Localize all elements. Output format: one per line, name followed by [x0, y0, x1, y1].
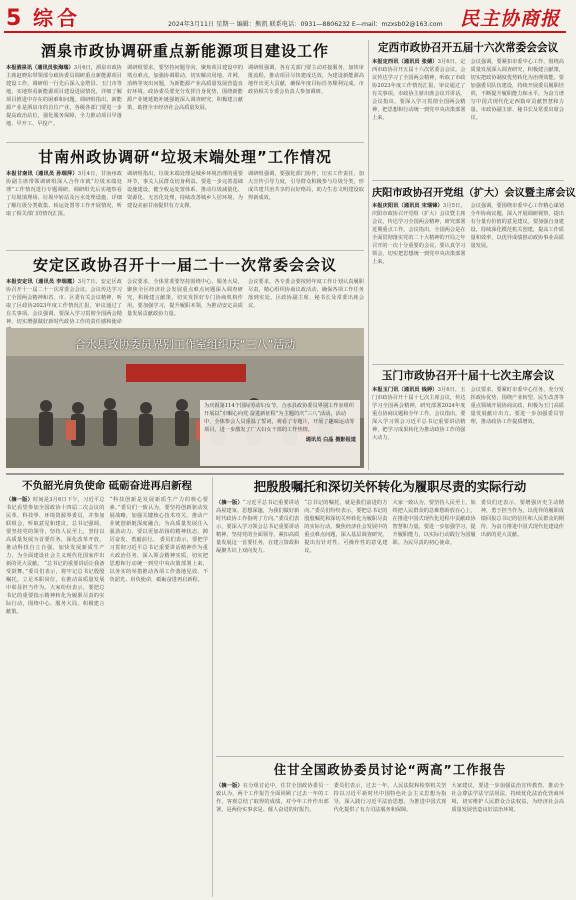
article-text: 3月6日，定西市政协召开五届十六次常委会会议。会议传达学习了全国两会精神，听取了市政协2023年度工作情况汇报，审议通过了有关事项。市政协主席出席会议并讲话。会议指出，要深入学习贯彻全国两会精神，把思想和行动统一到党中央决策部署上来。: [372, 59, 466, 121]
article-headline: 定西市政协召开五届十六次常委会会议: [377, 42, 559, 54]
article-text: 在分组讨论中，住甘全国政协委员一致认为，两个工作报告全面回顾了过去一年的工作，客观总结了取得的成绩，对今年工作作出部署，是两份实事求是、催人奋进的好报告。: [216, 783, 329, 813]
masthead: [0, 0, 570, 34]
article-text: “习近平总书记重要讲话高屋建瓴、思想深邃，为我们做好新时代政协工作指明了方向。”委员们表示，要深入学习领会总书记重要讲话精神，坚持党的全面领导，紧扣高质量发展这一首要任务，在建言资政和凝聚共识上双向发力。: [216, 500, 300, 554]
section-name: 综合: [32, 6, 81, 30]
article-body: [6, 496, 208, 616]
article-yumen: [372, 368, 564, 470]
article-text: “总书记的重要讲话让我备受鼓舞。”委员们表示，将牢记总书记殷殷嘱托，立足本职岗位，在推动高质量发展中彰显担当作为。大家纷纷表示，要把总书记的重要指示精神转化为履职尽责的实际行动，围绕中心、服务大局，积极建言献策。: [6, 561, 105, 615]
article-headline: 玉门市政协召开十届十七次主席会议: [381, 369, 555, 382]
article-body: [372, 58, 564, 122]
article-text: “科技创新是发展新质生产力的核心要素。”委员们一致认为，要坚持创新驱动发展战略，加强关键核心技术攻关，推动产业链创新链深度融合，为高质量发展注入强劲动力。要以更加昂扬的精神状态，踔厉奋发、勇毅前行。: [109, 497, 208, 543]
article-qingyang: [372, 184, 576, 362]
article-text: “总书记的嘱托，就是我们前进的方向。”委员们纷纷表示，要把总书记的殷殷嘱托和深切关怀转化为履职尽责的实际行动，聚焦经济社会发展中的重点难点问题，深入基层调查研究，提出有针对性、可操作性的意见建议。: [304, 500, 388, 554]
article-headline: 把殷殷嘱托和深切关怀转化为履职尽责的实际行动: [253, 479, 527, 494]
article-lead: 本报甘南讯（通讯员 孙瑞萍）: [6, 171, 78, 177]
article-lead: （摘一版）: [6, 497, 33, 503]
article-text: 调研组指出，垃圾末端处理是城乡环境治理的重要环节，事关人民群众切身利益。要进一步完善基础设施建设，健全收运处置体系，推动垃圾减量化、资源化、无害化处理，持续改善城乡人居环境，为建设美丽甘南提供有力支撑。: [127, 171, 243, 209]
article-text: 调研组强调，各有关部门要主动对接服务，加快审批流程，推动项目尽快建成达效，为建设新能源高地作出更大贡献，确保年度目标任务顺利完成。市政协相关专委会负责人参加调研。: [248, 65, 364, 95]
article-headline: 庆阳市政协召开党组（扩大）会议暨主席会议: [372, 188, 576, 199]
article-headline: 安定区政协召开十一届二十一次常委会会议: [32, 256, 337, 274]
article-text: 会议强调，要围绕市委中心工作精心谋划全年协商议题，深入开展调研视察，提出有分量有价值的意见建议。要加强自身建设，持续深化模范机关创建，提高工作质量和效率，以优异成绩推动政协事业高质量发展。: [470, 203, 564, 249]
article-body: [6, 64, 364, 128]
article-text: 3月6日，玉门市政协召开十届十七次主席会议，传达学习全国两会精神，研究部署2024年度重点协商议题和全年工作。会议指出，要深入学习领会习近平总书记重要讲话精神，把学习成果转化为推动政协工作的强大动力。: [372, 387, 466, 441]
article-text: 调研组强调，要强化部门协作，压实工作责任，加大宣传引导力度，引导群众积极参与垃圾分类，形成共建共治共享的良好格局，助力生态文明建设取得新成效。: [248, 171, 364, 201]
article-body: [372, 386, 564, 442]
article-text: 委员们表示，过去一年，人民法院和检察机关坚持以习近平新时代中国特色社会主义思想为指导，深入践行习近平法治思想，为推进中国式现代化提供了有力司法服务和保障。: [333, 783, 447, 813]
article-text: 会议要求，要紧盯市委中心任务，充分发挥政协优势，围绕产业转型、民生改善等重点领域开展协商议政，积极为玉门高质量发展献计出力。要进一步加强委员管理，推动政协工作提质增效。: [470, 387, 564, 425]
article-buffer-youth: [6, 477, 208, 897]
article-text: 会议要求，各专委会要按照年度工作计划认真履职尽责，精心组织协商议政活动，确保各项工作任务落到实处。区政协副主席、秘书长及常委出席会议。: [248, 279, 364, 309]
article-lead: 本报庆阳讯（通讯员 宋瑞锋）: [372, 203, 443, 209]
article-lead: 本报定西讯（通讯员 张婧）: [372, 59, 438, 65]
article-body: [216, 782, 564, 814]
article-body: [6, 170, 364, 218]
page-meta: 2024年3月11日 星期一 编辑：熊凯 联系电话：0931—8806232 E—mail：mzxsb02@163.com: [168, 21, 443, 28]
article-text: 3月5日，庆阳市政协召开党组（扩大）会议暨主席会议，传达学习全国两会精神，研究部署近期重点工作。会议指出，全国两会是在全面贯彻落实党的二十大精神的开局之年召开的一次十分重要的会议，要认真学习领会，切实把思想统一到党中央决策部署上来。: [372, 203, 466, 265]
article-text: 3月4日，甘南州政协副主席带领调研组深入合作市就“垃圾末端处理”工作情况进行专题调研。调研组先后实地察看了垃圾填埋场、垃圾中转站及污水处理设施，详细了解垃圾分类收集、转运处置等工作开展情况，听取了相关部门的情况汇报。: [6, 171, 122, 217]
divider: [372, 364, 564, 365]
article-text: 委员们还表示，要增强历史主动精神，勇于担当作为，以优异的履职成绩回报总书记的信任和人民群众的期待，为奋力推进中国式现代化建设作出新的更大贡献。: [480, 500, 564, 538]
top-rule: [4, 31, 566, 33]
article-gannan: [6, 146, 364, 246]
article-body: [372, 202, 564, 266]
photo-credit: 通讯员 白晶 摄影报道: [305, 437, 356, 443]
article-body: [6, 278, 364, 334]
page-number: [6, 2, 81, 31]
page-number-value: 5: [6, 6, 24, 31]
photo-banner-text: 合水县政协委员界别工作室组织庆“三八”活动: [74, 338, 296, 351]
article-jiuquan: [6, 40, 364, 127]
article-lead: 本报玉门讯（通讯员 钱婷）: [372, 387, 438, 393]
divider: [372, 180, 564, 181]
newspaper-logo: 民主协商报: [459, 8, 560, 30]
divider: [216, 756, 564, 757]
article-text: 大家一致认为，要坚持人民至上，始终把人民群众的急难愁盼放在心上，在推进中国式现代化进程中贡献政协智慧和力量。要进一步加强学习，提升履职能力，以实际行动践行为国履职、为民尽责的初心使命。: [392, 500, 476, 546]
section-divider: [6, 473, 564, 475]
article-dingxi: [372, 40, 564, 178]
divider: [6, 250, 364, 251]
article-text: 3月7日，安定区政协召开十一届二十一次常委会会议。会议传达学习了全国两会精神和省、市、区委有关会议精神，听取了区政协2023年度工作情况汇报，审议通过了有关事项。会议强调，要深入学习贯彻全国两会精神，切实增强做好新时代政协工作的责任感和使命: [6, 279, 122, 325]
article-lead: 本报安定讯（通讯员 李瑞霞）: [6, 279, 78, 285]
article-two-reports: [216, 760, 564, 898]
column-divider: [368, 40, 369, 470]
article-body: [216, 499, 564, 555]
article-text: 会议要求，全体常委要坚持围绕中心、服务大局，聚焦全区经济社会发展重点难点问题深入调查研究，积极建言献策，切实发挥好专门协商机构作用。要加强学习，提升履职本领，为推动安定高质量发展贡献政协力量。: [127, 279, 243, 317]
article-headline: 甘南州政协调研“垃圾末端处理”工作情况: [38, 148, 332, 166]
photo-caption: [200, 400, 360, 466]
article-lead: （摘一版）: [216, 500, 243, 506]
article-lead: （摘一版）: [216, 783, 243, 789]
article-text: 时间是3月6日下午，习近平总书记看望参加全国政协十四届二次会议的民革、科技界、环境资源界委员，并参加联组会，听取意见和建议。总书记强调，要坚持党的领导，坚持人民至上，坚持以高质量发展为首要任务，深化改革开放，推动科技自立自强，加快发展新质生产力，为全面建设社会主义现代化国家作出新的更大贡献。: [6, 497, 105, 567]
article-text: 委员们表示，要把学习贯彻习近平总书记重要讲话精神作为重大政治任务，深入领会精神实质，切实把思想和行动统一到党中央决策部署上来，以务实的举措推动各项工作落地见效，不负韶光、肩负使命，砥砺奋进再启新程。: [109, 537, 208, 583]
article-text: 3月6日，酒泉市政协主席赵晓东带领部分政协委员调研重点新能源项目建设工作。调研组一行先后深入金塔县、玉门市等地，实地察看新能源项目建设进展情况，详细了解项目推进中存在的困难和问题。调研组指出，新能源产业是酒泉市的首位产业，各级各部门要进一步提高政治站位，强化服务保障，全力推动项目早落地、早开工、早投产。: [6, 65, 122, 127]
article-text: 大家建议，要进一步加强法治宣传教育，推动全社会尊法学法守法用法，持续优化法治化营商环境，切实维护人民群众合法权益，为经济社会高质量发展营造良好法治环境。: [451, 783, 565, 813]
article-headline: 酒泉市政协调研重点新能源项目建设工作: [40, 42, 329, 60]
photo-caption-text: 为庆祝第114个国际劳动妇女节，合水县政协委员界别工作室组织开展以“巾帼心向党 奋进新征程”为主题的庆“三八”活动。活动中，全体参会人员重温了誓词，观看了专题片，开展了趣味运动等项目，进一步激发了广大妇女干部的工作热情。: [204, 403, 355, 433]
article-text: 调研组要求，要坚持问题导向，聚焦项目建设中的堵点难点，加强协调联动，切实解决用地、并网、消纳等突出问题，为新能源产业高质量发展营造良好环境。政协委员要充分发挥自身优势，围绕新能源产业链延链补链强链深入调查研究，积极建言献策，助推全市经济社会高质量发展。: [127, 65, 243, 111]
article-headline: 住甘全国政协委员讨论“两高”工作报告: [273, 762, 507, 777]
article-lead: 本报酒泉讯（通讯员张海瑞）: [6, 65, 74, 71]
article-headline: 不负韶光肩负使命 砥砺奋进再启新程: [22, 480, 192, 492]
article-anding: [6, 254, 364, 324]
column-divider: [212, 477, 213, 897]
divider: [6, 142, 364, 143]
article-text: 会议强调，要紧扣市委中心工作，围绕高质量发展深入调查研究，积极建言献策，切实把政协制度优势转化为治理效能。要加强委员队伍建设，持续开展委员履职培训，不断提升履职能力和水平，为奋力谱写中国式现代化定西篇章贡献智慧和力量。市政协副主席、秘书长及常委出席会议。: [470, 59, 564, 121]
article-entrustment: [216, 477, 564, 753]
